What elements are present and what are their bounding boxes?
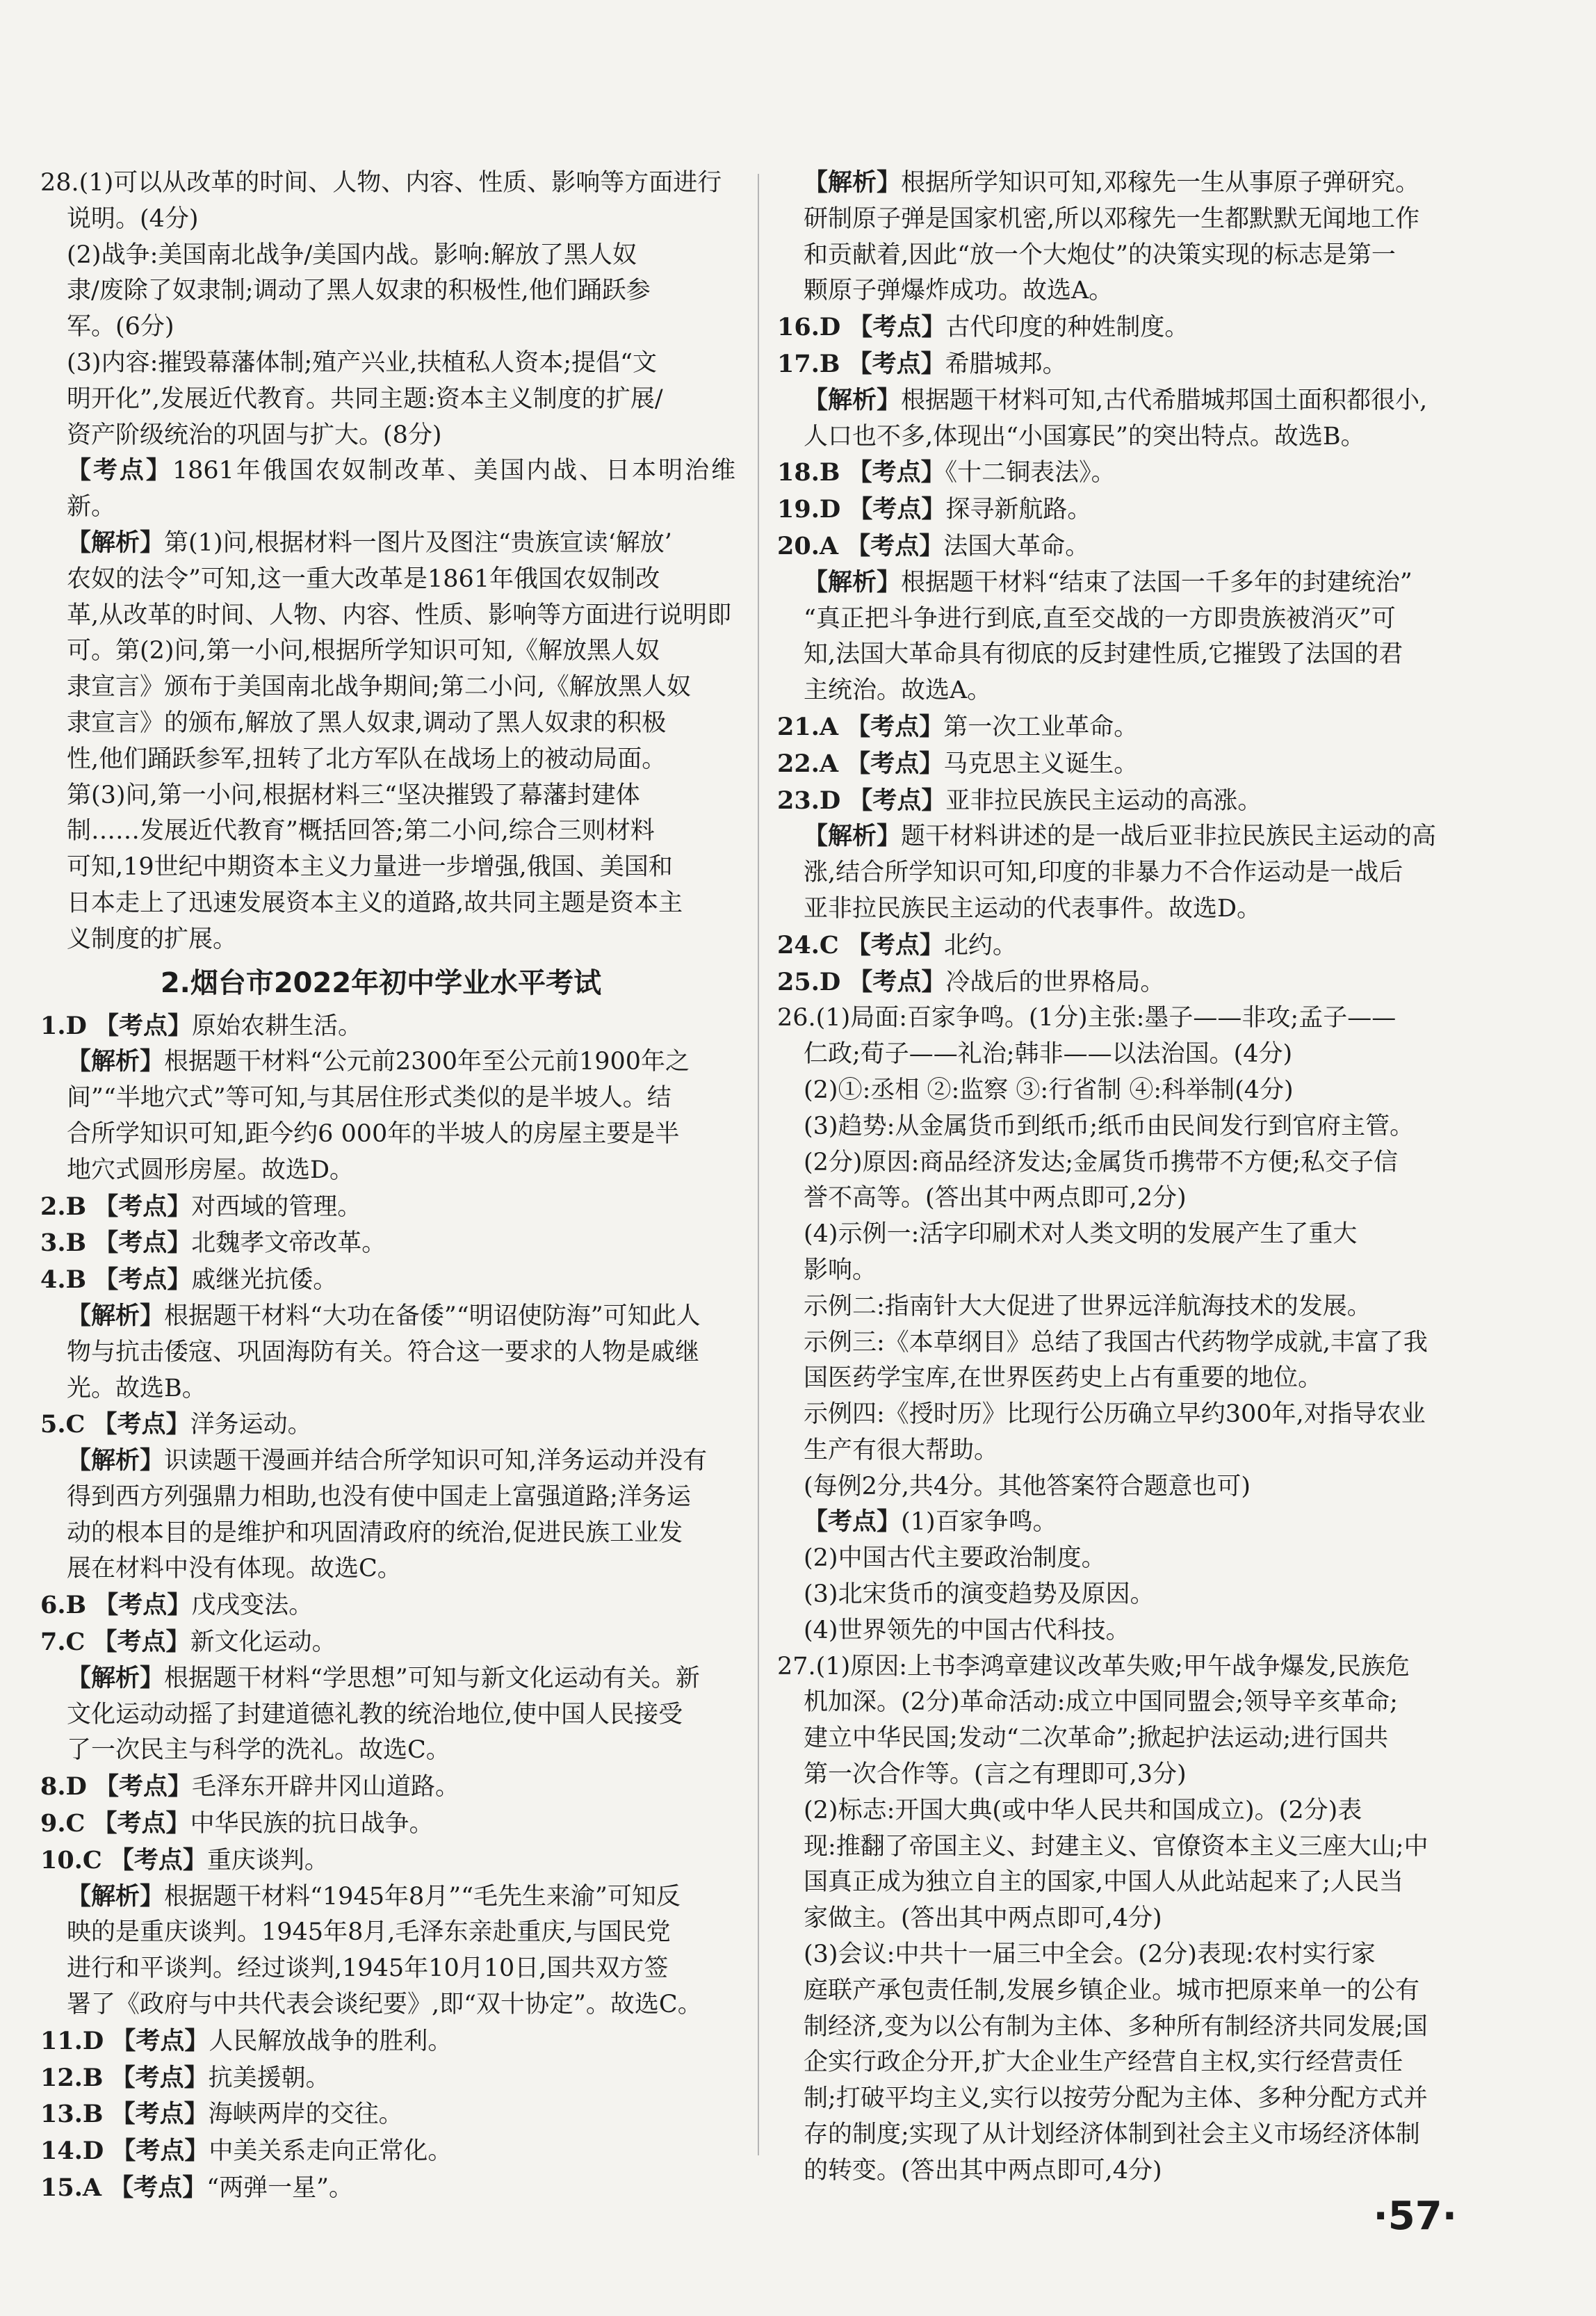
text-line: 主统治。故选A。 [804,677,992,705]
text-line: 5.C 【考点】洋务运动。 [40,1410,312,1439]
text-line: (每例2分,共4分。其他答案符合题意也可) [804,1472,1251,1500]
text-line: 第(3)问,第一小问,根据材料三“坚决摧毁了幕藩封建体 [67,781,640,809]
text-line: 的转变。(答出其中两点即可,4分) [804,2156,1162,2185]
text-line: 动的根本目的是维护和巩固清政府的统治,促进民族工业发 [67,1519,683,1547]
text-line: 映的是重庆谈判。1945年8月,毛泽东亲赴重庆,与国民党 [67,1918,671,1947]
text-line: 人口也不多,体现出“小国寡民”的突出特点。故选B。 [804,422,1365,451]
text-line: 12.B 【考点】抗美援朝。 [40,2063,330,2092]
text-line: 了一次民主与科学的洗礼。故选C。 [67,1736,450,1765]
text-line: 日本走上了迅速发展资本主义的道路,故共同主题是资本主 [67,889,683,917]
text-line: 机加深。(2分)革命活动:成立中国同盟会;领导辛亥革命; [804,1688,1398,1717]
text-line: 【解析】根据题干材料“公元前2300年至公元前1900年之 [67,1048,690,1076]
text-line: 8.D 【考点】毛泽东开辟井冈山道路。 [40,1772,460,1801]
text-line: 涨,结合所学知识可知,印度的非暴力不合作运动是一战后 [804,859,1403,887]
text-line: 19.D 【考点】探寻新航路。 [777,495,1092,524]
text-line: 【解析】题干材料讲述的是一战后亚非拉民族民主运动的高 [804,823,1437,851]
page-number: ·57· [1373,2194,1457,2239]
text-line: 得到西方列强鼎力相助,也没有使中国走上富强道路;洋务运 [67,1482,691,1511]
text-line: 可知,19世纪中期资本主义力量进一步增强,俄国、美国和 [67,853,673,882]
text-line: 25.D 【考点】冷战后的世界格局。 [777,967,1165,996]
text-line: 地穴式圆形房屋。故选D。 [67,1156,355,1184]
text-line: (4)示例一:活字印刷术对人类文明的发展产生了重大 [804,1220,1358,1249]
text-line: 2.B 【考点】对西域的管理。 [40,1192,362,1221]
text-line: 26.(1)局面:百家争鸣。(1分)主张:墨子——非攻;孟子—— [777,1004,1396,1033]
text-line: 【解析】根据题干材料可知,古代希腊城邦国土面积都很小, [804,386,1428,414]
text-line: 13.B 【考点】海峡两岸的交往。 [40,2100,403,2129]
text-line: 【解析】第(1)问,根据材料一图片及图注“贵族宣读‘解放’ [67,528,672,557]
text-line: 誉不高等。(答出其中两点即可,2分) [804,1184,1187,1213]
text-line: 农奴的法令”可知,这一重大改革是1861年俄国农奴制改 [67,565,660,593]
text-line: 17.B 【考点】希腊城邦。 [777,349,1067,378]
text-line: (2)标志:开国大典(或中华人民共和国成立)。(2分)表 [804,1796,1362,1824]
text-line: 现:推翻了帝国主义、封建主义、官僚资本主义三座大山;中 [804,1832,1428,1861]
text-line: 庭联产承包责任制,发展乡镇企业。城市把原来单一的公有 [804,1976,1420,2005]
text-line: 合所学知识可知,距今约6 000年的半坡人的房屋主要是半 [67,1119,680,1148]
text-line: 18.B 【考点】《十二铜表法》。 [777,458,1116,487]
text-line: 物与抗击倭寇、巩固海防有关。符合这一要求的人物是戚继 [67,1338,700,1366]
text-line: 展在材料中没有体现。故选C。 [67,1555,402,1583]
text-line: 知,法国大革命具有彻底的反封建性质,它摧毁了法国的君 [804,640,1403,669]
text-line: 示例三:《本草纲目》总结了我国古代药物学成就,丰富了我 [804,1328,1428,1357]
text-line: 义制度的扩展。 [67,925,238,953]
text-line: 【解析】根据题干材料“大功在备倭”“明诏使防海”可知此人 [67,1302,701,1330]
text-line: 28.(1)可以从改革的时间、人物、内容、性质、影响等方面进行 [40,169,722,197]
text-line: (3)内容:摧毁幕藩体制;殖产兴业,扶植私人资本;提倡“文 [67,348,657,377]
text-line: 仁政;荀子——礼治;韩非——以法治国。(4分) [804,1040,1293,1069]
text-line: 制;打破平均主义,实行以按劳分配为主体、多种分配方式并 [804,2084,1428,2113]
text-line: 3.B 【考点】北魏孝文帝改革。 [40,1229,386,1258]
text-line: 亚非拉民族民主运动的代表事件。故选D。 [804,894,1262,923]
text-line: 光。故选B。 [67,1374,206,1402]
text-line: 隶/废除了奴隶制;调动了黑人奴隶的积极性,他们踊跃参 [67,277,651,305]
text-line: 【解析】根据题干材料“1945年8月”“毛先生来渝”可知反 [67,1882,681,1911]
text-line: 9.C 【考点】中华民族的抗日战争。 [40,1809,434,1838]
text-line: 影响。 [804,1256,877,1284]
text-line: 【解析】根据题干材料“结束了法国一千多年的封建统治” [804,568,1412,597]
text-line: (4)世界领先的中国古代科技。 [804,1616,1130,1644]
text-line: 10.C 【考点】重庆谈判。 [40,1845,329,1874]
text-line: 16.D 【考点】古代印度的种姓制度。 [777,313,1189,342]
text-line: “真正把斗争进行到底,直至交战的一方即贵族被消灭”可 [804,604,1396,633]
text-line: 【解析】识读题干漫画并结合所学知识可知,洋务运动并没有 [67,1447,708,1475]
text-line: (3)趋势:从金属货币到纸币;纸币由民间发行到官府主管。 [804,1112,1415,1140]
text-line: 企实行政企分开,扩大企业生产经营自主权,实行经营责任 [804,2048,1403,2077]
text-line: 说明。(4分) [67,204,199,233]
text-line: 明开化”,发展近代教育。共同主题:资本主义制度的扩展/ [67,384,663,413]
right-column [777,165,1472,2189]
text-line: 性,他们踊跃参军,扭转了北方军队在战场上的被动局面。 [67,745,667,773]
text-line: 生产有很大帮助。 [804,1436,999,1464]
text-line: 22.A 【考点】马克思主义诞生。 [777,749,1139,778]
text-line: 间”“半地穴式”等可知,与其居住形式类似的是半坡人。结 [67,1084,671,1112]
text-line: 20.A 【考点】法国大革命。 [777,531,1090,560]
text-line: 隶宣言》的颁布,解放了黑人奴隶,调动了黑人奴隶的积极 [67,708,667,737]
text-line: 进行和平谈判。经过谈判,1945年10月10日,国共双方签 [67,1954,669,1983]
text-line: (2)战争:美国南北战争/美国内战。影响:解放了黑人奴 [67,241,637,269]
text-line: 家做主。(答出其中两点即可,4分) [804,1904,1162,1933]
text-line: 11.D 【考点】人民解放战争的胜利。 [40,2026,453,2055]
text-line: 研制原子弹是国家机密,所以邓稼先一生都默默无闻地工作 [804,204,1420,233]
text-line: (2)中国古代主要政治制度。 [804,1544,1106,1573]
left-column [40,165,735,2207]
text-line: 隶宣言》颁布于美国南北战争期间;第二小问,《解放黑人奴 [67,673,691,702]
text-line: (3)会议:中共十一届三中全会。(2分)表现:农村实行家 [804,1941,1376,1969]
text-line: 7.C 【考点】新文化运动。 [40,1628,336,1657]
text-line: 制……发展近代教育”概括回答;第二小问,综合三则材料 [67,817,655,845]
text-line: 【解析】根据所学知识可知,邓稼先一生从事原子弹研究。 [804,169,1420,197]
text-line: 【解析】根据题干材料“学思想”可知与新文化运动有关。新 [67,1664,700,1692]
text-line: 【考点】1861年俄国农奴制改革、美国内战、日本明治维新。 [67,457,735,521]
section-title: 2.烟台市2022年初中学业水平考试 [160,966,602,999]
text-line: 可。第(2)问,第一小问,根据所学知识可知,《解放黑人奴 [67,637,660,665]
column-divider [758,174,759,2155]
text-line: 署了《政府与中共代表会谈纪要》,即“双十协定”。故选C。 [67,1991,702,2019]
text-line: 国医药学宝库,在世界医药史上占有重要的地位。 [804,1364,1323,1393]
text-line: 颗原子弹爆炸成功。故选A。 [804,277,1114,305]
text-line: 23.D 【考点】亚非拉民族民主运动的高涨。 [777,786,1262,815]
text-line: 27.(1)原因:上书李鸿章建议改革失败;甲午战争爆发,民族危 [777,1652,1410,1681]
text-line: (2)①:丞相 ②:监察 ③:行省制 ④:科举制(4分) [804,1076,1294,1104]
text-line: 文化运动动摇了封建道德礼教的统治地位,使中国人民接受 [67,1700,683,1728]
text-line: 示例四:《授时历》比现行公历确立早约300年,对指导农业 [804,1400,1426,1429]
text-line: 革,从改革的时间、人物、内容、性质、影响等方面进行说明即 [67,601,732,629]
text-line: 4.B 【考点】戚继光抗倭。 [40,1265,338,1295]
text-line: 和贡献着,因此“放一个大炮仗”的决策实现的标志是第一 [804,241,1396,269]
text-line: 资产阶级统治的巩固与扩大。(8分) [67,421,442,449]
text-line: 存的制度;实现了从计划经济体制到社会主义市场经济体制 [804,2121,1420,2149]
text-line: 制经济,变为以公有制为主体、多种所有制经济共同发展;国 [804,2012,1428,2041]
text-line: 15.A 【考点】“两弹一星”。 [40,2173,353,2203]
text-line: 军。(6分) [67,313,174,341]
text-line: 6.B 【考点】戊戌变法。 [40,1591,314,1620]
text-line: (2分)原因:商品经济发达;金属货币携带不方便;私交子信 [804,1148,1398,1176]
text-line: 21.A 【考点】第一次工业革命。 [777,712,1139,741]
text-line: 【考点】(1)百家争鸣。 [804,1508,1057,1537]
text-line: 建立中华民国;发动“二次革命”;掀起护法运动;进行国共 [804,1724,1389,1753]
text-line: 14.D 【考点】中美关系走向正常化。 [40,2137,453,2166]
text-line: 第一次合作等。(言之有理即可,3分) [804,1760,1187,1789]
text-line: 1.D 【考点】原始农耕生活。 [40,1011,363,1040]
text-line: (3)北宋货币的演变趋势及原因。 [804,1580,1155,1609]
text-line: 示例二:指南针大大促进了世界远洋航海技术的发展。 [804,1292,1371,1320]
text-line: 24.C 【考点】北约。 [777,930,1017,959]
text-line: 国真正成为独立自主的国家,中国人从此站起来了;人民当 [804,1868,1403,1897]
